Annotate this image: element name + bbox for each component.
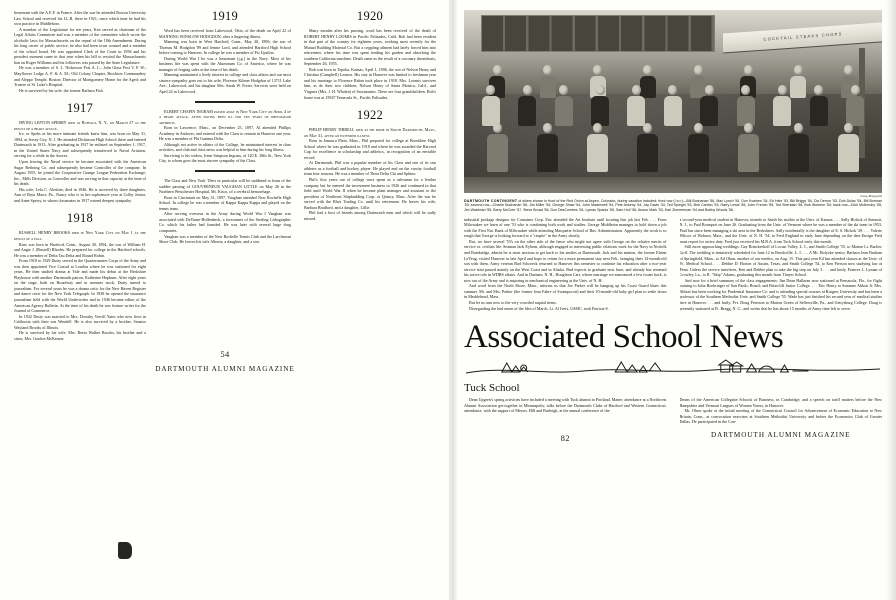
paragraph: Upon leaving the Naval service he became associated with the American Sugar Refining Co. and subsequently became Controller of the company. In August 1955, he joined the Cooperative Grange League Federation Exchange, Inc., Mills Division, as Controller and was serving in that capacity at the time of his death.: [14, 159, 146, 187]
paragraph: lieutenant with the A.E.F. in France. After the war he attended Boston University Law School and received his LL.B. there in 1921, since which time he had his own practice in Middleboro.: [14, 10, 146, 27]
paragraph: During World War I he was a lieutenant (j.g.) in the Navy. Most of his business life was spent with the Aluminum Co. of America, where he was manager of forging sales at the time of his death.: [159, 55, 291, 72]
photo-person: [537, 123, 558, 172]
photo-caption: [464, 199, 882, 213]
paragraph: Born in Jamaica Plain, Mass., Phil prepared for college at Brookline High School where he was graduated in 1918 and where he was awarded the Harvard Cup for excellence in scholarship and athletics, in recognition of an enviable record.: [304, 138, 436, 160]
paragraph: And word from the North Shore, Mass., informs us that Joe Parker will be hanging up his Coast Guard blues this summer. Mr. and Mrs. Parker (the former Jean Fabre of Swampscott) and their 10-month-old baby girl plan to settle down in Marblehead, Mass.: [464, 283, 667, 300]
paragraph: Manning maintained a lively interest in college and class affairs and our most sincere sympathy goes out to his wife, Florence Kilmer Hodgdon of 13711 Lake Ave., Lakewood, and his daughter Mrs. Sarah W. Porter. Services were held on April 24 in Lakewood.: [159, 72, 291, 95]
paragraph: Born in Lawrence, Mass., on December 25, 1897, Al attended Phillips Academy in Andover, and entered with the Class to remain in Hanover one year. He was a member of Phi Gamma Delta.: [159, 125, 291, 142]
paragraph: Dean Upgren's spring activities have included a meeting with Tuck alumni in Portland, Maine; attendance at a Northwest Alumni Association get-together in Minneapolis; talks before the Dartmouth Clubs of Hartford and Western Connecticut; attendance, with the support of Messrs. Hill and Burleigh, at the annual conference of the: [464, 397, 667, 414]
right-column-2: [680, 217, 883, 311]
paragraph: industrial package designer for Container Corp. Eric attended the Art Institute until locating this job last Feb. . . . From Milwaukee we learn of one '53 who is combining both work and studies. George Middleton manages to hold down a job with the First Nat. Bank of Milwaukee while attending Marquette School of Bus. Administration. Apparently the work is so rough that George is looking forward to a "respite" in the Army shortly.: [464, 216, 667, 239]
section-divider: [195, 101, 256, 103]
paragraph: Mr. Olsen spoke at the initial meeting of the Connecticut Council for Advancement of Economic Education at New Britain, Conn., at convocation exercises at Southern Methodist University and before the Economics Club of Greater Dallas. He participated in the Con-: [679, 408, 882, 425]
caption-body: of skiers shown in front of the Red Onion at Aspen, Colorado, during vacation included: front row (l to r)—Bill Buchanan '56, Mac Lynch '54, Don Kvalnes '34, Ed Hale '53, Bill Briggs '54, Diz Derron '53, Dob Dulac '54, Bill Borman '53; second row—Charlie Buchanan '56, Jim Miller '54, George Shaw '54, John Maderwell '54, Pete Ankeny '54, Jay Davis '34, Ted Spiegel '53, Bob Carlton '53, Harry Lewis '55, John French '55, Ted Sheridan '56, Bob Workem '54; back row—Dick McKendry '55, Jim Waldman '55, Barry McCree '57, Steve Broad '56, Don DesCombes '54, Lyman Sparks '55, Sam Hull '56, Anson Mark '53, Karl Zimmerman '54 and Bobby Woods '56.: [464, 198, 882, 212]
class-year-heading-1919: 1919: [211, 10, 239, 23]
paragraph: IRVING LEFTON SPERRY died at Buffalo, N. Y., on March 27 as the result of a heart attack.: [14, 120, 146, 131]
paragraph: a second-year medical student in Hanover, intends to finish his studies at the Univ. of Kansas. . . . Sally Hickok of Summit, N. J., to Paul Bousquet on June 26. Graduating from the Univ. of Vermont where he was a member of the ski team in 1953, Paul has since been managing a ski area in the Berkshires. Sally incidentally is the daughter of E. S. Hickok '29. . . . Valerie Wilcox of Woburn, Mass., and the Univ. of N. H. '54, to Fred England in early June depending on the date Ensign Fred must report for active duty. Fred just received his M.B.A. from Tuck School early this month.: [679, 216, 882, 244]
paragraph: He is survived by his wife, Mrs. Reeta Walker Brooks, his brother and a sister, Mrs. Gordon McKenzie.: [14, 330, 146, 341]
paragraph: His wife, Lela C. Aleshire, died in 1946. He is survived by three daughters, Ann of Bryn Mawr, Pa., Nancy who is in her sophomore year at Colby Junior, and Anne Sperry, to whom classmates in 1917 extend deepest sympathy.: [14, 186, 146, 203]
paragraph: From 1918 to 1929 Dusty served in the Quartermaster Corps of the Army and was then appointed Vice Consul at London where he was stationed for eight years. He then studied drama at Yale and made his debut at the Berkshire Playhouse with another Dartmouth patron, Katherine Hepburn. After eight years on the stage, both on Broadway and in summer stock, Dusty turned to journalism. For several years he was a drama critic for the New Haven Register and dance critic for the New York Telegraph. In 1938 he opened the insurance journalism field with the World Underwriter and in 1946 became editor of the American Agency Bulletin. At the time of his death he was feature writer for the Journal of Commerce.: [14, 258, 146, 314]
paragraph: Still more approaching weddings: Gay Brinckerhoff of Locust Valley, L. I., and Smith College '55, to Marine Lt. Barlow Goff. The wedding is tentatively scheduled for June 12 in Brookville, L. I. . . . A Mt. Holyoke senior, Barbara Jean Braham of Springfield, Mass., to Ed Okun, another of our medics, on Aug. 15. This past year Ed has attended classes at the Univ. of Vt. Medical School. . . . Debbie D. Horton of Austin, Texas, and Smith College '54, to Ken Pierson now studying law at Penn. Unless the service interferes, Ken and Debbie plan to take the big step on July 3 . . . and lastly, Frances L. Lyman of Crowley, La., to R. "Skip" Adams, graduating this month from Thayer School.: [679, 244, 882, 278]
photo-person: [738, 123, 759, 172]
photo-person: [637, 123, 658, 172]
photo-person: [846, 85, 864, 126]
paragraph: At Dartmouth, Phil was a popular member of his Class and one of its star athletes as a football and hockey player. He played end on the varsity football team four seasons. He was a member of Theta Delta Chi and Sphinx.: [304, 160, 436, 177]
photo-person: [591, 85, 609, 126]
left-page-columns: [14, 10, 436, 341]
paragraph: Surviving is his widow, Irene Simpson Ingram, of 120 E. 28th St., New York City, to whom goes the most sincere sympathy of the Class.: [159, 152, 291, 164]
associated-school-news-masthead: [464, 320, 882, 394]
paragraph: Born in Cincinnati on May 31, 1897, Vaughan attended New Rochelle High School. In college he was a member of Kappa Kappa Kappa and played on the tennis team.: [159, 194, 291, 211]
paragraph: Deans of the American Collegiate Schools of Business, in Cambridge; and a speech on tariff matters before the New Hampshire and Vermont Leagues of Women Voters, in Hanover.: [679, 397, 882, 408]
left-column-2: [159, 10, 291, 341]
paragraph: ELBERT CHAPIN INGRAM passed away in New York City on April 4 of a heart attack, after having been ill for ten years of rheumatoid arthritis.: [159, 108, 291, 125]
paragraph: He was a member of S. L. Nickerson Post A. L.; John Glass Post V. F. W.; Mayflower Lodge A. F. & A. M.; Old Colony Chapter, Brockton Commandery and Aleppo Temple, Boston; Director of Montgomery Home for the Aged; and Trustee of St. Luke's Hospital.: [14, 65, 146, 88]
section-heading-tuck-school: Tuck School: [464, 382, 520, 395]
group-photo-skiers: [464, 10, 882, 193]
right-page-folio: 82: [560, 432, 570, 443]
left-column-3: [304, 10, 436, 341]
photo-front-row: [472, 123, 873, 172]
paragraph: And now for a brief summary of the class engagements: Jim Dean Hallaran now stationed at Pensacola, Fla., for flight training to Julia Boehringer of San Pardo, Brazil; and Briarcliff Junior College. . . . Eric Henry to Suzanne Abbott Jr. Mrs. Abbott has been working for Prudential Insurance Co. and is attending special courses at Rutgers University and has been a professor of the Southern Methodist Univ. and Smith College '55. Wade has just finished his second year of medical studies here in Hanover . . . and lastly, Pvt. Doug Peterson to Marion Green of Sellersville, Pa., and Gettysburg College. Doug is presently stationed at Ft. Bragg, N. C., and writes that he has about 15 months of Army time left to serve.: [679, 277, 882, 311]
photo-person: [518, 85, 536, 126]
right-page-columns: [464, 217, 882, 311]
right-page: [450, 0, 896, 600]
right-column-1: [464, 217, 667, 311]
section-divider: [195, 170, 256, 172]
photo-middle-row: [472, 85, 873, 126]
photo-person: [487, 123, 508, 172]
paragraph: Vaughan was a member of the New Rochelle Tennis Club and the Larchmont Shore Club. He leaves his wife Alberta, a daughter, and a son.: [159, 233, 291, 245]
paragraph: Word has been received from Lakewood, Ohio, of the death on April 22 of MANNING WINSLOW HODGDON, after a lingering illness.: [159, 28, 291, 39]
paragraph: PHILIP HENRY TIRRELL died at his home in South Dartmouth, Mass., on May 31, after an extended illness.: [304, 127, 436, 138]
caption-lead: DARTMOUTH CONTINGENT: [464, 198, 518, 203]
campus-scene-illustration: [464, 352, 882, 378]
paragraph: Irv, or Spebs as his more intimate friends knew him, was born on May 31, 1894, at Jersey City, N. J. He attended Dickinson High School there and entered Dartmouth in 1913. After graduating in 1917 he enlisted on September 1, 1917, in the United States Navy and subsequently transferred to Naval Aviation, serving for a while in the Azores.: [14, 131, 146, 159]
paragraph: Phil's first years out of college were spent as a salesman for a leather company but he entered the investment business in 1926 and continued in that field until World War II when he became plant manager and assistant to the president of Northeast Shipbuilding Corp. at Quincy, Mass. After the war he served with the Blair Trading Co. until his retirement. He leaves his wife, Barbara Bradford, and a daughter, Lillie.: [304, 177, 436, 210]
photo-person: [700, 85, 718, 126]
paragraph: But let us turn now to the very crowded nuptial items.: [469, 299, 557, 305]
paragraph: Russ was born in Hartford, Conn., August 30, 1894, the son of William H. and Angie J. (Russell) Rhodes. He prepared for college in the Hartford schools. He was a member of Delta Tau Delta and Round Robin.: [14, 241, 146, 258]
photo-person: [810, 85, 828, 126]
photo-person: [788, 123, 809, 172]
photo-person: [737, 85, 755, 126]
photo-person: [838, 123, 859, 172]
tuck-school-columns: [464, 397, 882, 425]
paragraph: Disregarding the bad omen of the Ides of March, Lt. Al Ivers, USMC, took Patricia S.: [469, 305, 609, 311]
photo-person: [688, 123, 709, 172]
photo-person: [555, 85, 573, 126]
class-year-heading-1918: 1918: [66, 211, 94, 226]
paragraph: Manning was born in West Hartford, Conn., May 20, 1896, the son of Thomas M. Hodgdon '89 and Jennie Lord, and attended Hartford High School before coming to Hanover. In college he was a member of Psi Upsilon.: [159, 39, 291, 56]
class-year-heading-1917: 1917: [66, 101, 94, 116]
paragraph: But, we have several '53's on the other side of the fence who might not agree with George on the relative merits of service vs. civilian life. Seaman Jack Eyhorn, although engaged in interesting public relations work for the Navy in Norfolk and Bainbridge, admits he is most anxious to get back to his studies at Dartmouth. Jack and his minion, the former Elaine LeVeug, visited Hanover in late April and hope to return for a more permanent stay next Feb., bringing their 14-month-old son with them. Army veteran Bud Schoreck returned to Hanover this semester to continue his education after a two-year service stint passed mainly on the West Coast and in Alaska. Bud expects to graduate next June, and already has resumed his active role in WDBS affairs. And in Durham, N. H., Houghton Carr, whose marriage we announced a few issues back, is now out of the Army and is majoring in mechanical engineering at the Univ. of N. H.: [464, 238, 667, 283]
paragraph: After serving overseas in the Army during World War I Vaughan was associated with DeVinne-Hollenbeck, a forerunner of the Sterling Lithographic Co. which his father had founded. He was later with several large drug companies.: [159, 211, 291, 233]
paragraph: In 1932 Dusty was married to Mrs. Dorothy Vercill Yates who now lives in California with their son Wendell. He is also survived by a brother, Senator Wayland Brooks of Illinois.: [14, 313, 146, 330]
right-page-footer: [464, 425, 882, 443]
masthead-title: Associated School News: [464, 319, 784, 356]
tuck-column-1: [464, 397, 667, 425]
photo-awning-sign-text: COCKTAIL STEAKS CHOPS: [763, 31, 843, 42]
left-page-folio: 54: [220, 349, 230, 360]
photo-credit: Lang Ringquist: [860, 193, 882, 198]
paragraph: Phil had a host of friends among Dartmouth men and which will be sadly missed.: [304, 210, 436, 221]
paragraph: RUSSELL HENRY BROOKS died in New York City on May 1 as the result of a fall.: [14, 230, 146, 241]
paragraph: He is survived by his wife, the former Barbara Fish.: [19, 87, 104, 93]
tuck-column-2: [680, 397, 883, 425]
left-column-1: [14, 10, 146, 341]
paragraph: Many months after his passing, word has been received of the death of ROBERT HENRY LOOMIS in Pacific Palisades, Calif. Bob had been resident in that part of the country for eighteen years, working most recently for the Mutual Building Material Co. But a crippling ailment had lately forced him into retirement, where his time was spent tending his garden and absorbing the southern California sunshine. Death came as the result of a coronary thrombosis, September 26, 1955.: [304, 28, 436, 67]
page-edge-shadow: [886, 0, 896, 600]
class-year-heading-1920: 1920: [356, 10, 384, 23]
left-running-foot: DARTMOUTH ALUMNI MAGAZINE: [155, 365, 295, 374]
paragraph: The Class and New York '19ers in particular will be saddened to learn of the sudden passing of GOUVERNEUR VAUGHAN LITTLE on May 26 in the Northern Westchester Hospital, Mt. Kisco, of a cerebral hemorrhage.: [159, 178, 291, 195]
paragraph: Although not active in affairs of the College, he maintained interest in class activities, and club and class news was helpful to him during his long illness.: [159, 141, 291, 153]
right-running-foot: DARTMOUTH ALUMNI MAGAZINE: [710, 430, 851, 439]
ink-blot: [118, 542, 132, 559]
paragraph: A member of the Legislature for ten years, Ken served as chairman of the Legal Affairs Committee and was a member of the committee which wrote the alcoholic laws for Massachusetts on the repeal of the 18th Amendment. During his long career of public service, he also had been town counsel and a member of the school board. He was appointed Clerk of the Court in 1956 and his proudest moment came in that year when his bill to rescind the Massachusetts ban on Roger Williams and his followers was passed by the State Legislature.: [14, 26, 146, 65]
page-gutter: [449, 0, 452, 600]
photo-person: [482, 85, 500, 126]
paragraph: Bob was born in Topeka, Kansas, April 1, 1896, the son of Nelson Henry and Christina (Campbell) Loomis. His stay in Hanover was limited to freshman year and his marriage to Florence Rahm took place in 1918. Mrs. Loomis survives him, as do their two children, Nelson Henry of Santa Monica, Calif., and Virginia (Mrs. J. H. Whalen) of Sacramento. There are four grandchildren. Bob's home was at 15947 Temecula St., Pacific Palisades.: [304, 66, 436, 100]
photo-person: [627, 85, 645, 126]
class-year-heading-1922: 1922: [356, 108, 384, 123]
photo-person: [664, 85, 682, 126]
photo-block: [464, 10, 882, 213]
photo-person: [587, 123, 608, 172]
photo-person: [773, 85, 791, 126]
photo-ground: [464, 177, 882, 193]
photo-windows: [481, 15, 715, 52]
